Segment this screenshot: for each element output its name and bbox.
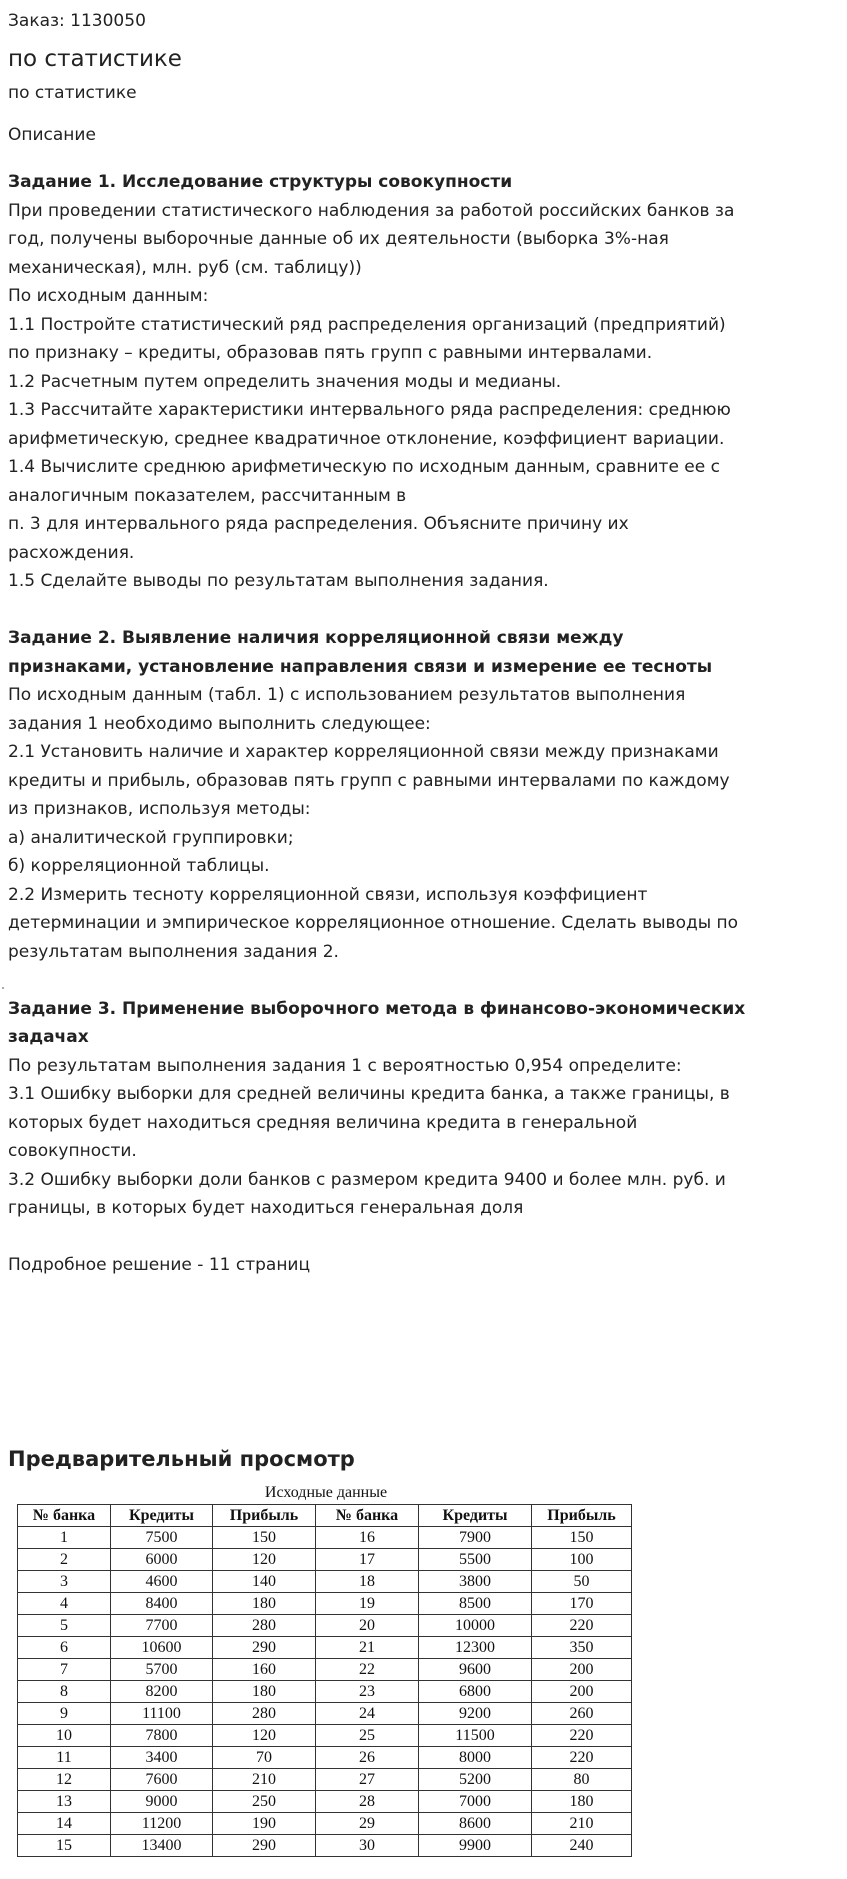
table-cell: 240 xyxy=(532,1835,632,1857)
text-line: из признаков, используя методы: xyxy=(8,799,311,819)
table-cell: 21 xyxy=(316,1637,419,1659)
table-row xyxy=(18,1527,632,1549)
table-row xyxy=(18,1813,632,1835)
table-cell: 6 xyxy=(18,1637,111,1659)
text-line: 1.2 Расчетным путем определить значения моды и медианы. xyxy=(8,371,562,392)
task-heading: Задание 3. Применение выборочного метода в финансово-экономических xyxy=(8,998,746,1019)
table-cell: 350 xyxy=(532,1637,632,1659)
text-line: Подробное решение - 11 страниц xyxy=(8,1255,311,1275)
column-header: Прибыль xyxy=(532,1505,632,1527)
table-cell: 10000 xyxy=(419,1615,532,1637)
text-line: границы, в которых будет находиться генеральная доля xyxy=(8,1198,524,1218)
table-cell: 280 xyxy=(213,1615,316,1637)
table-cell: 8500 xyxy=(419,1593,532,1615)
blank-line xyxy=(8,596,838,625)
table-cell: 13 xyxy=(18,1791,111,1813)
table-cell: 5 xyxy=(18,1615,111,1637)
table-cell: 19 xyxy=(316,1593,419,1615)
task-description xyxy=(8,168,838,1280)
table-cell: 24 xyxy=(316,1703,419,1725)
table-cell: 170 xyxy=(532,1593,632,1615)
text-line: результатам выполнения задания 2. xyxy=(8,941,339,962)
table-row xyxy=(18,1637,632,1659)
table-cell: 4600 xyxy=(111,1571,213,1593)
table-cell: 30 xyxy=(316,1835,419,1857)
column-header: № банка xyxy=(18,1505,111,1527)
text-line: задания 1 необходимо выполнить следующее: xyxy=(8,713,431,734)
table-cell: 220 xyxy=(532,1747,632,1769)
text-line: расхождения. xyxy=(8,542,135,563)
table-cell: 26 xyxy=(316,1747,419,1769)
table-cell: 220 xyxy=(532,1725,632,1747)
text-line: 1.3 Рассчитайте характеристики интервального ряда распределения: среднюю xyxy=(8,400,731,420)
table-cell: 140 xyxy=(213,1571,316,1593)
table-cell: 9000 xyxy=(111,1791,213,1813)
table-row xyxy=(18,1791,632,1813)
table-cell: 23 xyxy=(316,1681,419,1703)
table-cell: 10 xyxy=(18,1725,111,1747)
table-caption: Исходные данные xyxy=(264,1484,388,1501)
text-line: по признаку – кредиты, образовав пять групп с равными интервалами. xyxy=(8,343,653,363)
table-cell: 160 xyxy=(213,1659,316,1681)
table-cell: 7500 xyxy=(111,1527,213,1549)
table-cell: 6800 xyxy=(419,1681,532,1703)
text-line: которых будет находиться средняя величина кредита в генеральной xyxy=(8,1112,638,1133)
table-cell: 9600 xyxy=(419,1659,532,1681)
source-data-table xyxy=(17,1504,632,1857)
table-cell: 250 xyxy=(213,1791,316,1813)
table-row xyxy=(18,1747,632,1769)
table-cell: 2 xyxy=(18,1549,111,1571)
text-line: арифметическую, среднее квадратичное отклонение, коэффициент вариации. xyxy=(8,428,725,449)
blank-line xyxy=(8,966,838,995)
page-content xyxy=(8,0,838,1280)
column-header: Кредиты xyxy=(111,1505,213,1527)
column-header: Кредиты xyxy=(419,1505,532,1527)
table-cell: 22 xyxy=(316,1659,419,1681)
table-cell: 190 xyxy=(213,1813,316,1835)
text-line: п. 3 для интервального ряда распределения. Объясните причину их xyxy=(8,514,629,534)
task-heading: задачах xyxy=(8,1027,89,1047)
table-cell: 7700 xyxy=(111,1615,213,1637)
text-line: 3.1 Ошибку выборки для средней величины кредита банка, а также границы, в xyxy=(8,1084,730,1104)
table-cell: 100 xyxy=(532,1549,632,1571)
table-cell: 180 xyxy=(213,1593,316,1615)
preview-heading: Предварительный просмотр xyxy=(8,1447,355,1471)
table-cell: 290 xyxy=(213,1835,316,1857)
table-cell: 120 xyxy=(213,1725,316,1747)
preview-image xyxy=(8,1478,644,1870)
table-cell: 29 xyxy=(316,1813,419,1835)
text-line: б) корреляционной таблицы. xyxy=(8,856,270,876)
text-line: механическая), млн. руб (см. таблицу)) xyxy=(8,257,362,278)
table-cell: 6000 xyxy=(111,1549,213,1571)
table-cell: 5200 xyxy=(419,1769,532,1791)
table-cell: 150 xyxy=(532,1527,632,1549)
text-line: 1.5 Сделайте выводы по результатам выполнения задания. xyxy=(8,571,549,591)
page-subtitle: по статистике xyxy=(8,83,137,103)
table-cell: 180 xyxy=(532,1791,632,1813)
table-cell: 9200 xyxy=(419,1703,532,1725)
table-cell: 200 xyxy=(532,1681,632,1703)
table-cell: 8000 xyxy=(419,1747,532,1769)
table-cell: 220 xyxy=(532,1615,632,1637)
table-cell: 280 xyxy=(213,1703,316,1725)
table-cell: 8 xyxy=(18,1681,111,1703)
stray-mark xyxy=(2,987,4,989)
table-cell: 9 xyxy=(18,1703,111,1725)
table-cell: 180 xyxy=(213,1681,316,1703)
table-cell: 27 xyxy=(316,1769,419,1791)
text-line: 2.2 Измерить тесноту корреляционной связи, используя коэффициент xyxy=(8,884,648,905)
table-cell: 11200 xyxy=(111,1813,213,1835)
table-cell: 3400 xyxy=(111,1747,213,1769)
text-line: аналогичным показателем, рассчитанным в xyxy=(8,485,407,506)
table-cell: 4 xyxy=(18,1593,111,1615)
table-cell: 7600 xyxy=(111,1769,213,1791)
table-row xyxy=(18,1703,632,1725)
table-cell: 210 xyxy=(213,1769,316,1791)
table-cell: 17 xyxy=(316,1549,419,1571)
table-cell: 50 xyxy=(532,1571,632,1593)
text-line: По результатам выполнения задания 1 с вероятностью 0,954 определите: xyxy=(8,1055,682,1076)
column-header: Прибыль xyxy=(213,1505,316,1527)
table-cell: 70 xyxy=(213,1747,316,1769)
table-row xyxy=(18,1681,632,1703)
table-cell: 3800 xyxy=(419,1571,532,1593)
table-cell: 25 xyxy=(316,1725,419,1747)
table-cell: 20 xyxy=(316,1615,419,1637)
table-cell: 11100 xyxy=(111,1703,213,1725)
table-cell: 18 xyxy=(316,1571,419,1593)
table-cell: 7800 xyxy=(111,1725,213,1747)
table-cell: 120 xyxy=(213,1549,316,1571)
description-label: Описание xyxy=(8,125,96,145)
text-line: а) аналитической группировки; xyxy=(8,827,294,848)
table-cell: 15 xyxy=(18,1835,111,1857)
table-cell: 11 xyxy=(18,1747,111,1769)
text-line: 3.2 Ошибку выборки доли банков с размером кредита 9400 и более млн. руб. и xyxy=(8,1169,726,1190)
table-cell: 13400 xyxy=(111,1835,213,1857)
table-row xyxy=(18,1593,632,1615)
table-cell: 12 xyxy=(18,1769,111,1791)
task-heading: Задание 1. Исследование структуры совокупности xyxy=(8,172,513,192)
table-row xyxy=(18,1615,632,1637)
table-row xyxy=(18,1549,632,1571)
table-cell: 7900 xyxy=(419,1527,532,1549)
table-cell: 8200 xyxy=(111,1681,213,1703)
table-row xyxy=(18,1769,632,1791)
table-cell: 200 xyxy=(532,1659,632,1681)
text-line: совокупности. xyxy=(8,1141,137,1161)
table-cell: 12300 xyxy=(419,1637,532,1659)
table-cell: 11500 xyxy=(419,1725,532,1747)
table-cell: 150 xyxy=(213,1527,316,1549)
table-cell: 28 xyxy=(316,1791,419,1813)
table-row xyxy=(18,1835,632,1857)
table-cell: 7000 xyxy=(419,1791,532,1813)
table-cell: 10600 xyxy=(111,1637,213,1659)
table-row xyxy=(18,1659,632,1681)
table-row xyxy=(18,1725,632,1747)
blank-line xyxy=(8,1223,838,1252)
text-line: 2.1 Установить наличие и характер корреляционной связи между признаками xyxy=(8,742,719,762)
table-cell: 7 xyxy=(18,1659,111,1681)
text-line: По исходным данным: xyxy=(8,286,209,306)
text-line: год, получены выборочные данные об их деятельности (выборка 3%-ная xyxy=(8,229,669,249)
order-number: Заказ: 1130050 xyxy=(8,11,146,31)
table-cell: 5700 xyxy=(111,1659,213,1681)
table-cell: 8600 xyxy=(419,1813,532,1835)
table-cell: 16 xyxy=(316,1527,419,1549)
text-line: 1.1 Постройте статистический ряд распределения организаций (предприятий) xyxy=(8,314,726,335)
table-cell: 1 xyxy=(18,1527,111,1549)
page-title: по статистике xyxy=(8,46,182,72)
table-row xyxy=(18,1571,632,1593)
task-heading: признаками, установление направления связи и измерение ее тесноты xyxy=(8,656,713,677)
text-line: По исходным данным (табл. 1) с использованием результатов выполнения xyxy=(8,685,686,705)
table-header-row xyxy=(18,1505,632,1527)
table-cell: 290 xyxy=(213,1637,316,1659)
table-cell: 5500 xyxy=(419,1549,532,1571)
table-cell: 3 xyxy=(18,1571,111,1593)
table-cell: 260 xyxy=(532,1703,632,1725)
table-cell: 14 xyxy=(18,1813,111,1835)
text-line: детерминации и эмпирическое корреляционное отношение. Сделать выводы по xyxy=(8,913,739,933)
table-cell: 9900 xyxy=(419,1835,532,1857)
table-cell: 8400 xyxy=(111,1593,213,1615)
text-line: 1.4 Вычислите среднюю арифметическую по исходным данным, сравните ее с xyxy=(8,457,720,477)
column-header: № банка xyxy=(316,1505,419,1527)
table-cell: 210 xyxy=(532,1813,632,1835)
task-heading: Задание 2. Выявление наличия корреляционной связи между xyxy=(8,628,624,648)
text-line: При проведении статистического наблюдения за работой российских банков за xyxy=(8,200,735,221)
text-line: кредиты и прибыль, образовав пять групп с равными интервалами по каждому xyxy=(8,770,730,791)
table-cell: 80 xyxy=(532,1769,632,1791)
